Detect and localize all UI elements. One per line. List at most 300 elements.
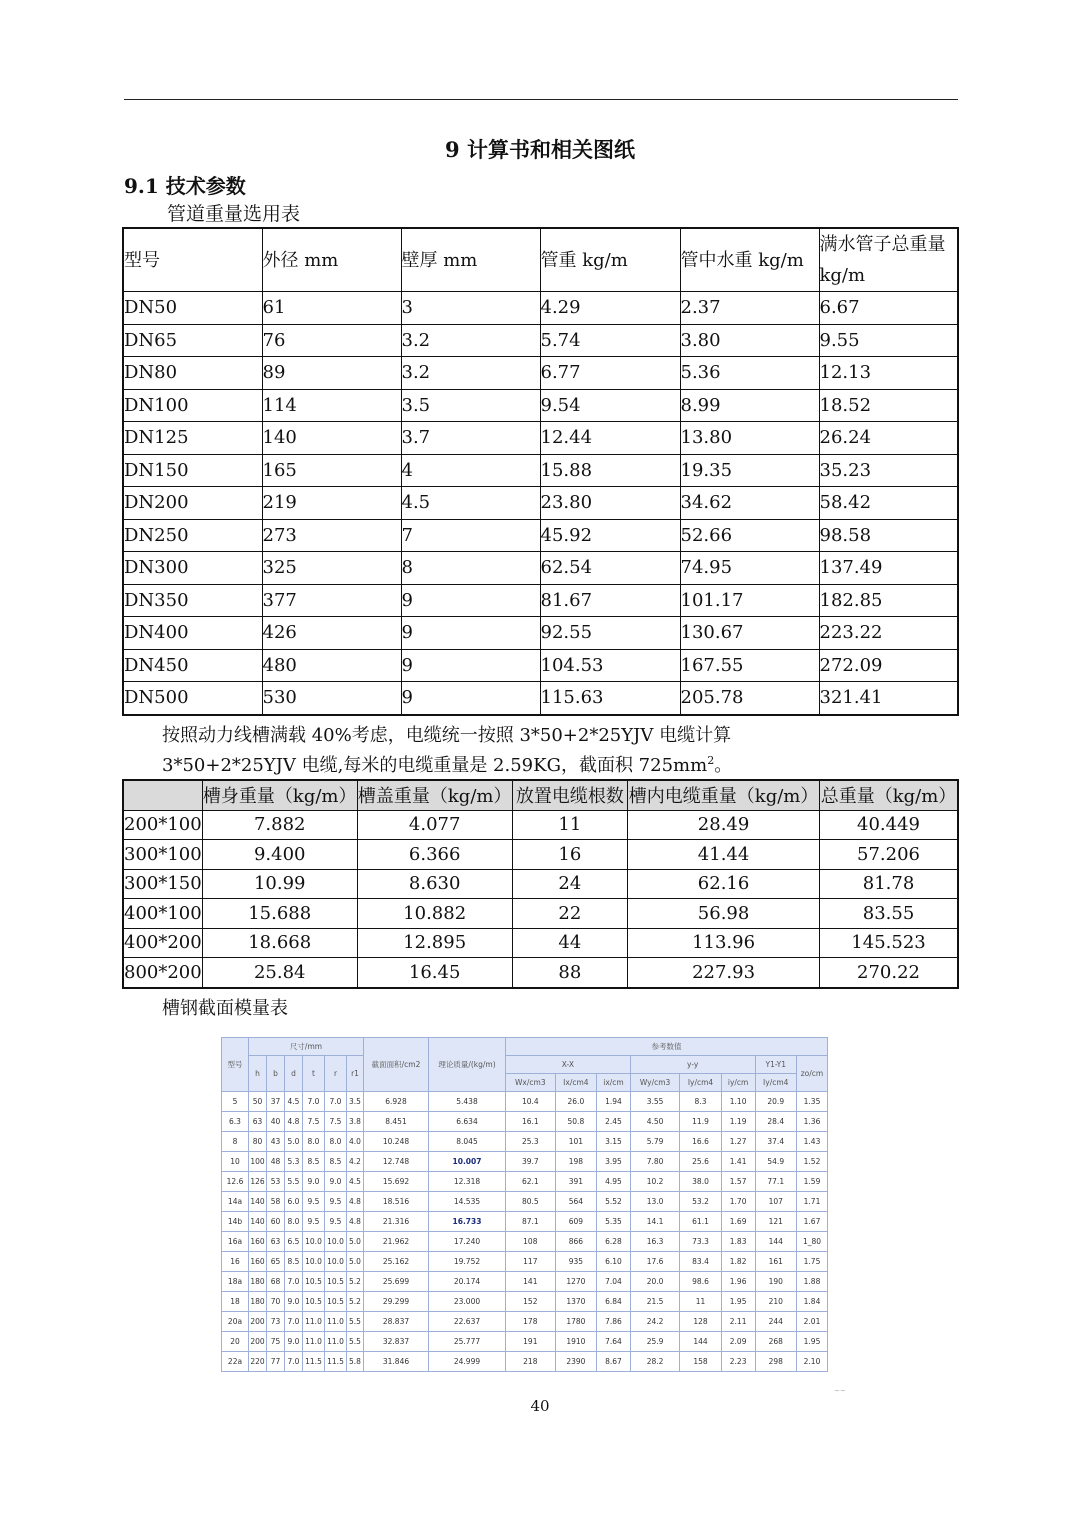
table-cell: 9.0 [285,1332,303,1352]
header-cell: 截面面积/cm2 [364,1038,429,1092]
table-cell: 10.4 [506,1092,556,1112]
table-cell: 70 [267,1292,285,1312]
table-cell: 5.5 [347,1332,364,1352]
table-cell: 63 [249,1112,267,1132]
table-cell: 12.6 [222,1172,249,1192]
table-cell: 5.2 [347,1292,364,1312]
table-cell: 89 [262,357,401,390]
table-cell: 178 [506,1312,556,1332]
table-cell: 8.451 [364,1112,429,1132]
table-cell: 2.45 [597,1112,631,1132]
table-cell: 140 [249,1212,267,1232]
table-cell: 400*100 [123,899,202,929]
table-cell: 1_80 [797,1232,828,1252]
header-cell: Iy/cm4 [755,1074,797,1092]
table-cell: 268 [755,1332,797,1352]
note-line-2 [162,751,732,777]
table-cell: 6.5 [285,1232,303,1252]
table-cell: 2.10 [797,1352,828,1372]
table-cell: 1.95 [797,1332,828,1352]
table-cell: 68 [267,1272,285,1292]
table-cell: 9 [401,682,540,715]
header-cell: 壁厚 mm [401,228,540,292]
header-cell: 外径 mm [262,228,401,292]
header-rule [124,99,958,100]
table-row [222,1172,828,1192]
table-cell: 564 [555,1192,596,1212]
table-cell: 16 [222,1252,249,1272]
table-cell: 1.70 [721,1192,755,1212]
table-cell: 15.88 [540,454,680,487]
table-cell: 1270 [555,1272,596,1292]
table-cell: 11.0 [303,1332,325,1352]
table-cell: 53 [267,1172,285,1192]
table-cell: 28.4 [755,1112,797,1132]
table-cell: 80.5 [506,1192,556,1212]
header-cell: r1 [347,1056,364,1092]
table-cell: 98.58 [819,519,958,552]
table-cell: 26.0 [555,1092,596,1112]
table-row [123,552,958,585]
table-cell: 9.0 [303,1172,325,1192]
table-row [123,649,958,682]
table-cell: 5.5 [285,1172,303,1192]
table-cell: 272.09 [819,649,958,682]
table-cell: 1.84 [797,1292,828,1312]
table-row [222,1192,828,1212]
header-cell: Ix/cm4 [555,1074,596,1092]
table-cell: 5.2 [347,1272,364,1292]
table-cell: 6.928 [364,1092,429,1112]
table-cell: 7.0 [285,1352,303,1372]
header-cell: 槽身重量（kg/m） [202,780,357,810]
table-cell: 14.1 [630,1212,679,1232]
table-cell: 16.6 [680,1132,721,1152]
table-cell: 75 [267,1332,285,1352]
table-cell: DN200 [123,487,262,520]
table-cell: 220 [249,1352,267,1372]
table-cell: 12.13 [819,357,958,390]
table-cell: 57.206 [820,840,958,870]
note-superscript: 2 [707,754,715,767]
table-cell: 130.67 [680,617,819,650]
table-cell: 5.35 [597,1212,631,1232]
table-cell: 76 [262,324,401,357]
table-cell: 18.668 [202,928,357,958]
cable-tray-table [122,779,959,989]
table-cell: 400*200 [123,928,202,958]
table-cell: 1.67 [797,1212,828,1232]
header-cell: h [249,1056,267,1092]
table-cell: 19.752 [429,1252,506,1272]
table-cell: 10.882 [357,899,512,929]
header-cell: 管中水重 kg/m [680,228,819,292]
table-row [222,1152,828,1172]
table-cell: 6.0 [285,1192,303,1212]
table-cell: 161 [755,1252,797,1272]
table-cell: 38.0 [680,1172,721,1192]
table-cell: 2.01 [797,1312,828,1332]
table-cell: 205.78 [680,682,819,715]
table-cell: 23.000 [429,1292,506,1312]
table-cell: 11.0 [325,1332,347,1352]
table-cell: 180 [249,1272,267,1292]
table-cell: 4.5 [401,487,540,520]
table-cell: 1.75 [797,1252,828,1272]
table-cell: 9.55 [819,324,958,357]
table-cell: 13.80 [680,422,819,455]
table-cell: 15.692 [364,1172,429,1192]
table-cell: 10 [222,1152,249,1172]
table-cell: 44 [512,928,627,958]
table-cell: 7.5 [303,1112,325,1132]
table-cell: 12.748 [364,1152,429,1172]
table-cell: 8.5 [285,1252,303,1272]
table-cell: 1.69 [721,1212,755,1232]
table-cell: 21.5 [630,1292,679,1312]
table-cell: 61.1 [680,1212,721,1232]
table-cell: 5.74 [540,324,680,357]
table-row [123,682,958,715]
table-row [222,1112,828,1132]
table-cell: 2.37 [680,292,819,325]
table-cell: 9.5 [325,1192,347,1212]
table-cell: 61 [262,292,401,325]
table-cell: 88 [512,958,627,988]
table-cell: 92.55 [540,617,680,650]
table-cell: 104.53 [540,649,680,682]
table-cell: DN350 [123,584,262,617]
table-cell: DN80 [123,357,262,390]
table-row [123,584,958,617]
table-cell: 3.5 [401,389,540,422]
table-cell: 16.1 [506,1112,556,1132]
table-cell: 108 [506,1232,556,1252]
table-row [222,1092,828,1112]
table-cell: 37 [267,1092,285,1112]
table-row [123,617,958,650]
pipe-weight-table [122,227,959,716]
table-cell: 7.0 [325,1092,347,1112]
table-cell: 41.44 [628,840,820,870]
table-cell: 141 [506,1272,556,1292]
table-cell: DN50 [123,292,262,325]
table-cell: 20a [222,1312,249,1332]
table-cell: 182.85 [819,584,958,617]
table-cell: 7 [401,519,540,552]
table-cell: 160 [249,1232,267,1252]
table-cell: 77 [267,1352,285,1372]
table-cell: 22 [512,899,627,929]
table-cell: 935 [555,1252,596,1272]
table-row [123,928,958,958]
table-cell: 117 [506,1252,556,1272]
table-cell: 16a [222,1232,249,1252]
steel-table-caption: 槽钢截面模量表 [162,998,288,1019]
table-cell: 14a [222,1192,249,1212]
table-cell: 200 [249,1312,267,1332]
table-cell: 4 [401,454,540,487]
table-cell: 7.04 [597,1272,631,1292]
table-cell: 45.92 [540,519,680,552]
header-cell: y-y [630,1056,755,1074]
table-cell: 3.5 [347,1092,364,1112]
table-cell: 21.962 [364,1232,429,1252]
table-cell: 7.86 [597,1312,631,1332]
table-cell: 18.516 [364,1192,429,1212]
table-cell: 50.8 [555,1112,596,1132]
table-cell: 1370 [555,1292,596,1312]
table-cell: 98.6 [680,1272,721,1292]
table-row [222,1212,828,1232]
table-cell: 113.96 [628,928,820,958]
table-cell: 10.0 [303,1232,325,1252]
table-cell: 8 [222,1132,249,1152]
table-cell: 14.535 [429,1192,506,1212]
table-cell: 10.5 [325,1292,347,1312]
header-cell: t [303,1056,325,1092]
table-cell: 11.0 [303,1312,325,1332]
table-cell: 4.0 [347,1132,364,1152]
table-cell: 25.9 [630,1332,679,1352]
table-cell: 8 [401,552,540,585]
table-cell: 530 [262,682,401,715]
table-row [123,487,958,520]
table-cell: 321.41 [819,682,958,715]
table-cell: 200*100 [123,810,202,840]
table-cell: 54.9 [755,1152,797,1172]
table-cell: 24.999 [429,1352,506,1372]
table-cell: 2.09 [721,1332,755,1352]
table-cell: 1910 [555,1332,596,1352]
table-cell: 25.777 [429,1332,506,1352]
table-cell: 62.54 [540,552,680,585]
table-row [222,1292,828,1312]
header-cell: 参考数值 [506,1038,828,1056]
table-cell: 144 [755,1232,797,1252]
table-cell: 9 [401,649,540,682]
table-cell: 4.8 [285,1112,303,1132]
table-cell: 6.84 [597,1292,631,1312]
table-cell: 40.449 [820,810,958,840]
table-cell: 8.0 [303,1132,325,1152]
table-cell: 5.52 [597,1192,631,1212]
table-cell: 9 [401,584,540,617]
table-cell: 144 [680,1332,721,1352]
table-cell: 5 [222,1092,249,1112]
table-cell: 152 [506,1292,556,1312]
header-cell: Y1-Y1 [755,1056,797,1074]
table-cell: 10.99 [202,869,357,899]
table-cell: 8.0 [285,1212,303,1232]
table-cell: 9.5 [325,1212,347,1232]
table-cell: 9.400 [202,840,357,870]
table-cell: 4.95 [597,1172,631,1192]
table-cell: 145.523 [820,928,958,958]
table-cell: 3.2 [401,357,540,390]
table-cell: 25.84 [202,958,357,988]
table-cell: 4.2 [347,1152,364,1172]
table-cell: 58 [267,1192,285,1212]
table-cell: 18a [222,1272,249,1292]
table-cell: 2.11 [721,1312,755,1332]
table-cell: 218 [506,1352,556,1372]
table-cell: 1.41 [721,1152,755,1172]
table-cell: 3.2 [401,324,540,357]
table-cell: 140 [249,1192,267,1212]
note-line-2-end: 。 [714,755,733,776]
header-cell: 总重量（kg/m） [820,780,958,810]
table-cell: 62.16 [628,869,820,899]
table-cell: 180 [249,1292,267,1312]
table-cell: 32.837 [364,1332,429,1352]
table-cell: 4.5 [347,1172,364,1192]
table-cell: 270.22 [820,958,958,988]
table-cell: 128 [680,1312,721,1332]
header-cell: b [267,1056,285,1092]
table-cell: 100 [249,1152,267,1172]
table-cell: 74.95 [680,552,819,585]
table-row [123,324,958,357]
table-cell: 1780 [555,1312,596,1332]
header-cell: ix/cm [597,1074,631,1092]
table-cell: 8.0 [325,1132,347,1152]
table-row [123,869,958,899]
table-cell: 1.71 [797,1192,828,1212]
table-cell: 121 [755,1212,797,1232]
table-cell: 73 [267,1312,285,1332]
header-cell: Iy/cm4 [680,1074,721,1092]
table-cell: 5.3 [285,1152,303,1172]
table-cell: 3.7 [401,422,540,455]
table-cell: 3.8 [347,1112,364,1132]
table-cell: 11.9 [680,1112,721,1132]
table-cell: 5.36 [680,357,819,390]
table-cell: 5.0 [347,1252,364,1272]
table-row [222,1232,828,1252]
table-cell: 83.55 [820,899,958,929]
table-cell: 10.248 [364,1132,429,1152]
table-cell: 28.2 [630,1352,679,1372]
table-cell: 40 [267,1112,285,1132]
table-row [123,810,958,840]
header-cell: Wy/cm3 [630,1074,679,1092]
table-cell: 1.57 [721,1172,755,1192]
table-cell: 34.62 [680,487,819,520]
table-cell: 140 [262,422,401,455]
header-cell: 管重 kg/m [540,228,680,292]
table-row [123,840,958,870]
table-cell: 9.54 [540,389,680,422]
table-cell: 22.637 [429,1312,506,1332]
table-cell: DN100 [123,389,262,422]
table-cell: 8.5 [303,1152,325,1172]
table-cell: 6.634 [429,1112,506,1132]
table-cell: DN450 [123,649,262,682]
table-cell: 73.3 [680,1232,721,1252]
table-cell: 81.67 [540,584,680,617]
table-cell: 10.007 [429,1152,506,1172]
table-cell: 1.35 [797,1092,828,1112]
table-row [123,389,958,422]
table-cell: 83.4 [680,1252,721,1272]
table-cell: 426 [262,617,401,650]
table-cell: 7.0 [303,1092,325,1112]
header-cell: d [285,1056,303,1092]
table-cell: 480 [262,649,401,682]
table-row [222,1132,828,1152]
table-cell: 24.2 [630,1312,679,1332]
chapter-title: 9 计算书和相关图纸 [445,137,635,162]
table-cell: 20 [222,1332,249,1352]
table-cell: 158 [680,1352,721,1372]
table-cell: 609 [555,1212,596,1232]
table-cell: 25.162 [364,1252,429,1272]
table-cell: 800*200 [123,958,202,988]
table-cell: 3.55 [630,1092,679,1112]
table-cell: 16.45 [357,958,512,988]
table-cell: 9.0 [285,1292,303,1312]
table-cell: 1.52 [797,1152,828,1172]
table-cell: 10.0 [325,1232,347,1252]
table-cell: 1.96 [721,1272,755,1292]
table-cell: 11.5 [303,1352,325,1372]
table-cell: 19.35 [680,454,819,487]
table-cell: 17.6 [630,1252,679,1272]
table-cell: 4.5 [285,1092,303,1112]
table-cell: 23.80 [540,487,680,520]
table-cell: 3 [401,292,540,325]
table-cell: 1.88 [797,1272,828,1292]
header-cell: 槽盖重量（kg/m） [357,780,512,810]
table-cell: 28.49 [628,810,820,840]
note-line-1: 按照动力线槽满载 40%考虑，电缆统一按照 3*50+2*25YJV 电缆计算 [162,725,732,746]
table-cell: 15.688 [202,899,357,929]
table-cell: 87.1 [506,1212,556,1232]
note-line-2-text: 3*50+2*25YJV 电缆,每米的电缆重量是 2.59KG，截面积 725mm [162,755,708,776]
table-header-row [222,1038,828,1056]
table-cell: DN125 [123,422,262,455]
table-cell: 7.882 [202,810,357,840]
header-cell: 尺寸/mm [249,1038,364,1056]
table-cell: 62.1 [506,1172,556,1192]
table-cell: 7.5 [325,1112,347,1132]
header-cell [123,780,202,810]
table-cell: 53.2 [680,1192,721,1212]
table-cell: 219 [262,487,401,520]
table-cell: 8.99 [680,389,819,422]
table-cell: 7.0 [285,1312,303,1332]
table-cell: 223.22 [819,617,958,650]
table-cell: 31.846 [364,1352,429,1372]
table-cell: 18 [222,1292,249,1312]
table-cell: 300*150 [123,869,202,899]
table-cell: 9 [401,617,540,650]
table-cell: 25.3 [506,1132,556,1152]
table-cell: 7.64 [597,1332,631,1352]
table-cell: 3.95 [597,1152,631,1172]
table-cell: 58.42 [819,487,958,520]
table-cell: 5.5 [347,1312,364,1332]
table-cell: 8.67 [597,1352,631,1372]
table-cell: 227.93 [628,958,820,988]
table-cell: 18.52 [819,389,958,422]
table-row [222,1352,828,1372]
header-cell: zo/cm [797,1056,828,1092]
table-row [123,958,958,988]
table-cell: 12.318 [429,1172,506,1192]
table-cell: 17.240 [429,1232,506,1252]
